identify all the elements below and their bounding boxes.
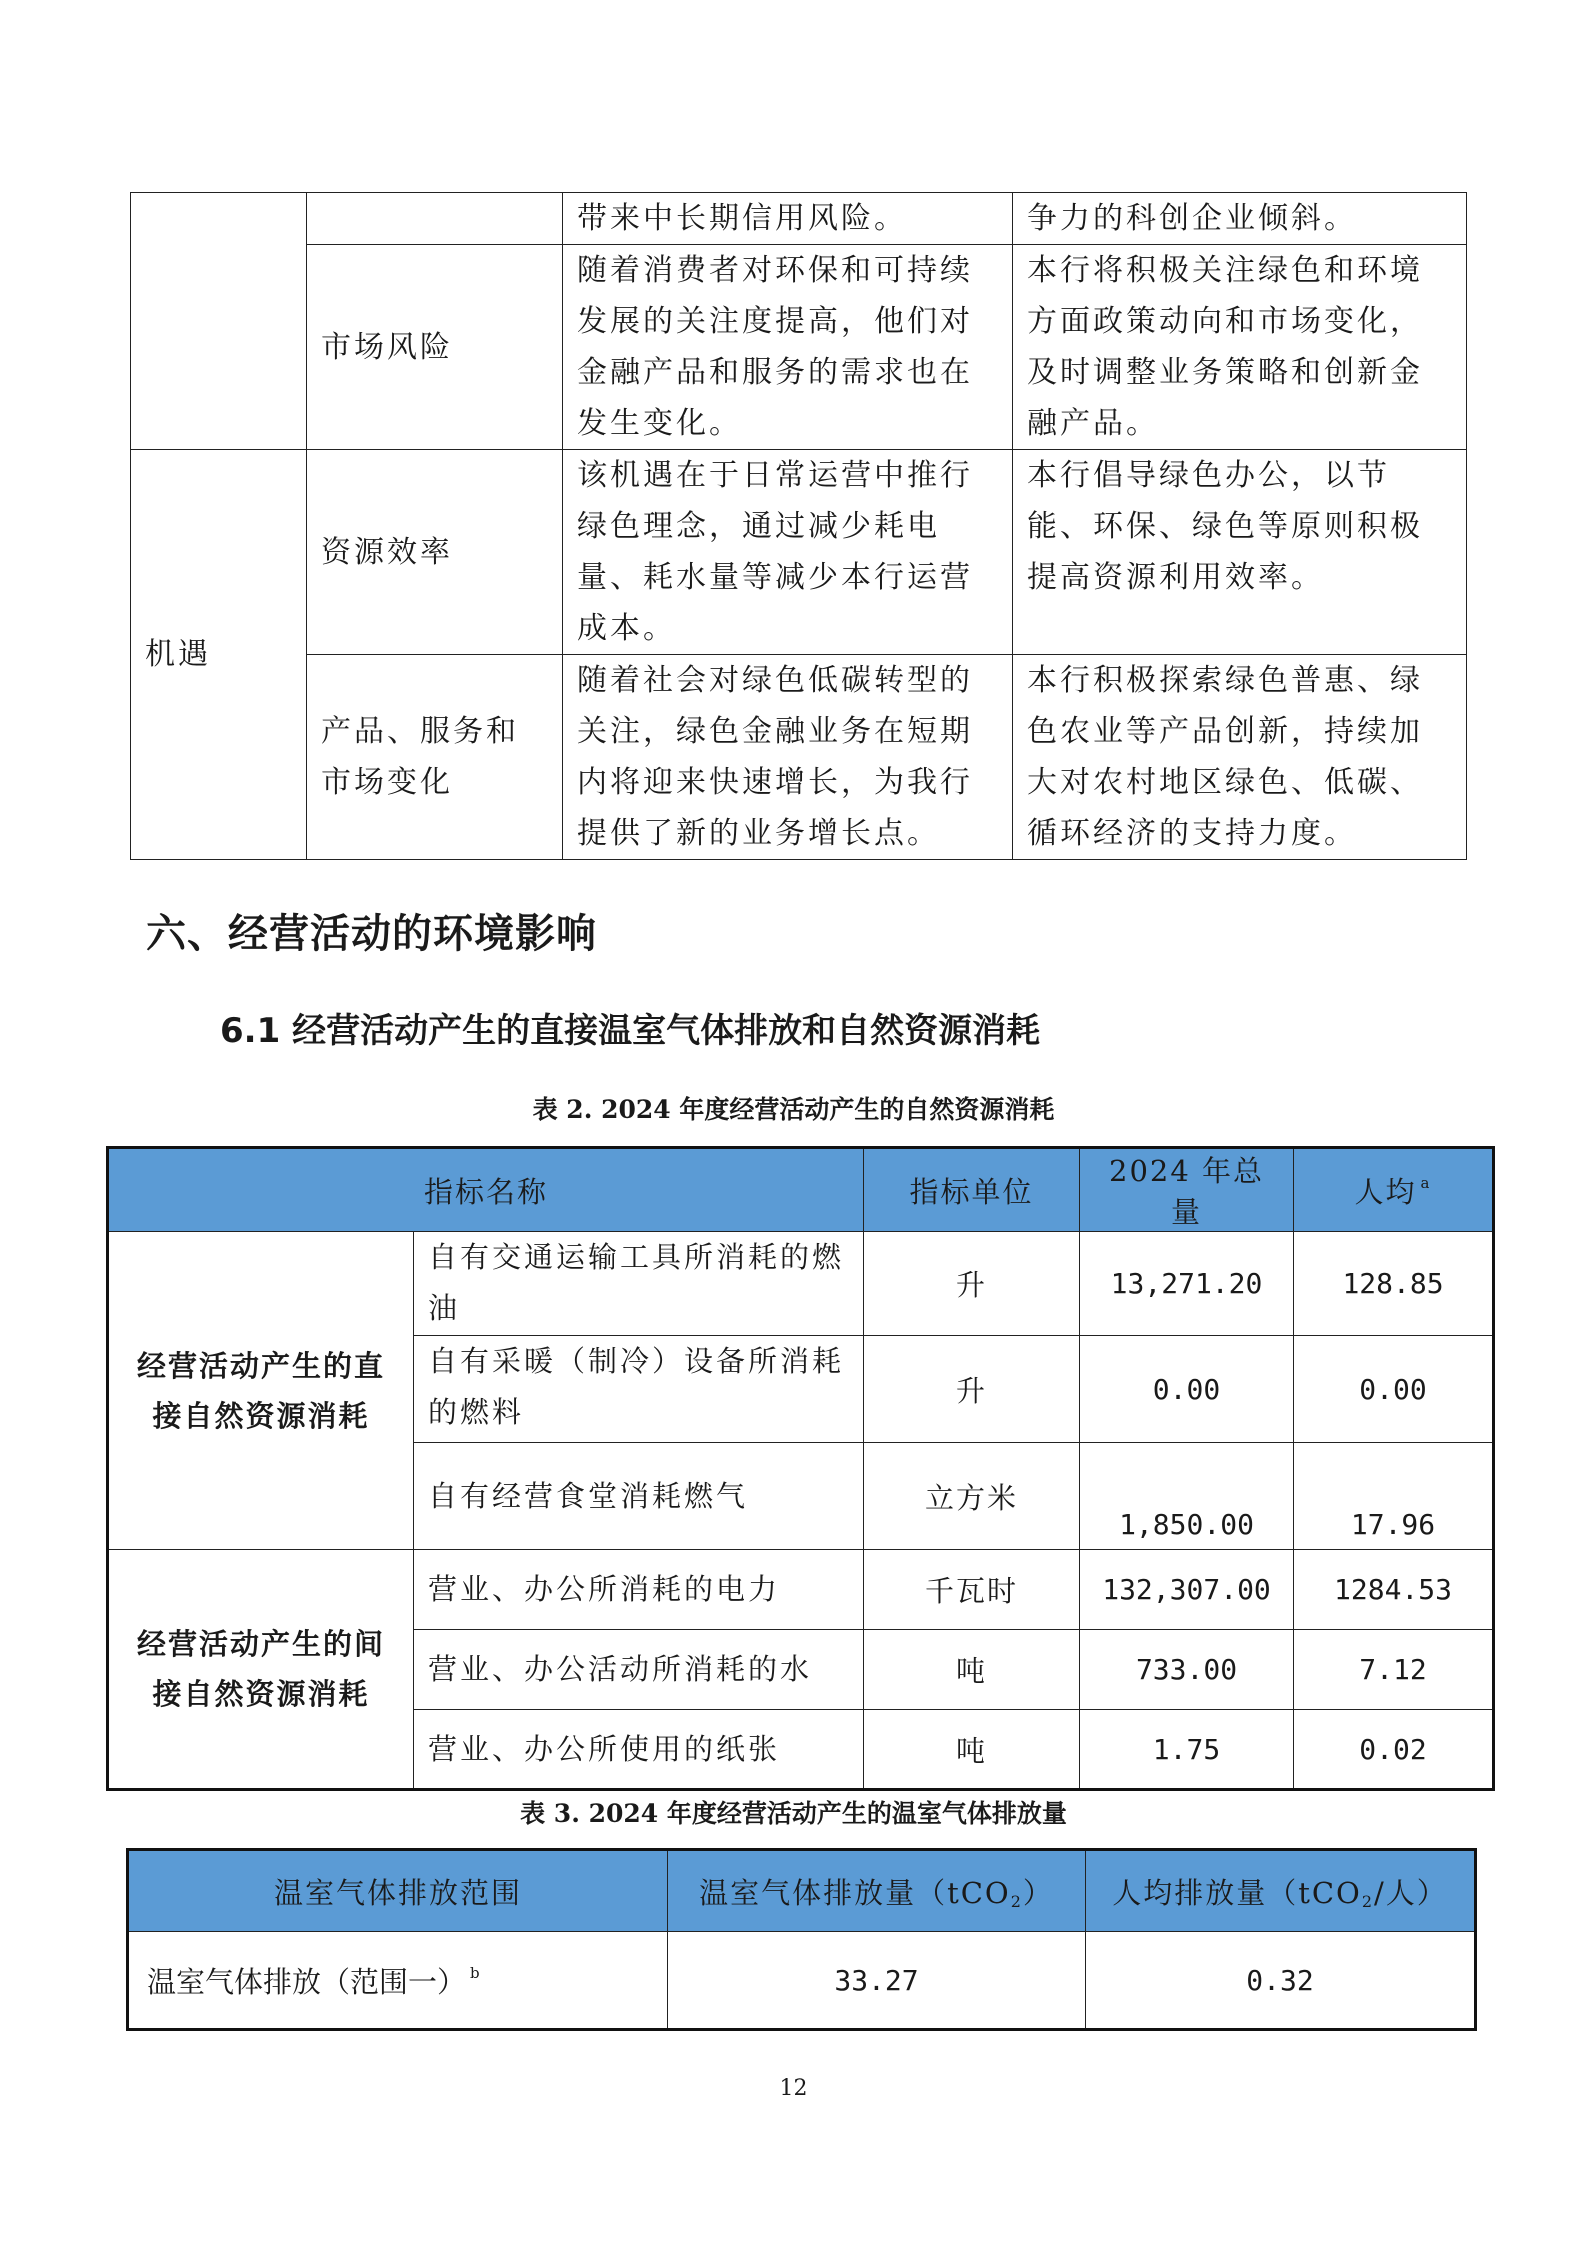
scope-cell bbox=[128, 1932, 668, 2030]
per-capita-emission-cell: 0.32 bbox=[1086, 1932, 1476, 2030]
footnote-marker: b bbox=[470, 1963, 480, 1982]
response-cell: 本行将积极关注绿色和环境方面政策动向和市场变化，及时调整业务策略和创新金融产品。 bbox=[1013, 245, 1467, 450]
unit-cell: 升 bbox=[864, 1336, 1080, 1443]
section-title: 六、经营活动的环境影响 bbox=[146, 911, 597, 957]
table-row bbox=[131, 193, 1467, 245]
table-row bbox=[131, 450, 1467, 655]
table-row bbox=[131, 245, 1467, 450]
item-cell: 自有交通运输工具所消耗的燃油 bbox=[414, 1232, 864, 1336]
table-header-row bbox=[108, 1148, 1494, 1232]
total-cell: 1,850.00 bbox=[1080, 1443, 1294, 1550]
header-indicator-name: 指标名称 bbox=[108, 1148, 864, 1232]
header-scope: 温室气体排放范围 bbox=[128, 1850, 668, 1932]
description-cell: 该机遇在于日常运营中推行绿色理念，通过减少耗电量、耗水量等减少本行运营成本。 bbox=[563, 450, 1013, 655]
item-cell: 营业、办公活动所消耗的水 bbox=[414, 1630, 864, 1710]
subcategory-cell: 资源效率 bbox=[307, 450, 563, 655]
description-cell: 带来中长期信用风险。 bbox=[563, 193, 1013, 245]
emission-cell: 33.27 bbox=[668, 1932, 1086, 2030]
header-per-capita-label: 人均排放量（tCO bbox=[1112, 1875, 1362, 1910]
header-emission-label: 温室气体排放量（tCO bbox=[699, 1875, 1011, 1910]
scope-label: 温室气体排放（范围一） bbox=[147, 1964, 467, 1999]
subsection-title: 6.1 经营活动产生的直接温室气体排放和自然资源消耗 bbox=[220, 1011, 1041, 1051]
unit-cell: 千瓦时 bbox=[864, 1550, 1080, 1630]
unit-cell: 吨 bbox=[864, 1710, 1080, 1790]
ghg-emissions-table bbox=[126, 1848, 1477, 2031]
risk-opportunity-table bbox=[130, 192, 1467, 860]
subcategory-cell: 市场风险 bbox=[307, 245, 563, 450]
total-cell: 13,271.20 bbox=[1080, 1232, 1294, 1336]
response-cell: 本行倡导绿色办公，以节能、环保、绿色等原则积极提高资源利用效率。 bbox=[1013, 450, 1467, 655]
header-per-capita-emission bbox=[1086, 1850, 1476, 1932]
page-number: 12 bbox=[779, 2076, 808, 2101]
header-per-capita-label: 人均 bbox=[1354, 1174, 1417, 1209]
unit-cell: 升 bbox=[864, 1232, 1080, 1336]
subcategory-cell-empty bbox=[307, 193, 563, 245]
unit-cell: 立方米 bbox=[864, 1443, 1080, 1550]
per-capita-cell: 17.96 bbox=[1294, 1443, 1494, 1550]
description-cell: 随着消费者对环保和可持续发展的关注度提高，他们对金融产品和服务的需求也在发生变化。 bbox=[563, 245, 1013, 450]
unit-cell: 吨 bbox=[864, 1630, 1080, 1710]
total-cell: 1.75 bbox=[1080, 1710, 1294, 1790]
group-direct-label: 经营活动产生的直接自然资源消耗 bbox=[108, 1232, 414, 1550]
table-row bbox=[108, 1232, 1494, 1336]
footnote-marker: a bbox=[1420, 1173, 1432, 1192]
header-total: 2024 年总量 bbox=[1080, 1148, 1294, 1232]
total-cell: 132,307.00 bbox=[1080, 1550, 1294, 1630]
per-capita-cell: 128.85 bbox=[1294, 1232, 1494, 1336]
header-emission bbox=[668, 1850, 1086, 1932]
table2-caption: 表 2. 2024 年度经营活动产生的自然资源消耗 bbox=[532, 1095, 1055, 1124]
subcategory-cell: 产品、服务和市场变化 bbox=[307, 655, 563, 860]
subscript: 2 bbox=[1010, 1891, 1023, 1911]
response-cell: 本行积极探索绿色普惠、绿色农业等产品创新，持续加大对农村地区绿色、低碳、循环经济的支持力度。 bbox=[1013, 655, 1467, 860]
per-capita-cell: 1284.53 bbox=[1294, 1550, 1494, 1630]
description-cell: 随着社会对绿色低碳转型的关注，绿色金融业务在短期内将迎来快速增长，为我行提供了新的业务增长点。 bbox=[563, 655, 1013, 860]
item-cell: 营业、办公所使用的纸张 bbox=[414, 1710, 864, 1790]
subscript: 2 bbox=[1361, 1891, 1375, 1911]
table-row bbox=[131, 655, 1467, 860]
category-cell-opportunity: 机遇 bbox=[131, 450, 307, 860]
per-capita-cell: 7.12 bbox=[1294, 1630, 1494, 1710]
item-cell: 营业、办公所消耗的电力 bbox=[414, 1550, 864, 1630]
total-cell: 0.00 bbox=[1080, 1336, 1294, 1443]
table-row bbox=[108, 1550, 1494, 1630]
header-unit: 指标单位 bbox=[864, 1148, 1080, 1232]
total-cell: 733.00 bbox=[1080, 1630, 1294, 1710]
item-cell: 自有经营食堂消耗燃气 bbox=[414, 1443, 864, 1550]
table-header-row bbox=[128, 1850, 1476, 1932]
header-per-capita-suffix: /人） bbox=[1374, 1875, 1448, 1910]
table3-caption: 表 3. 2024 年度经营活动产生的温室气体排放量 bbox=[520, 1799, 1067, 1828]
response-cell: 争力的科创企业倾斜。 bbox=[1013, 193, 1467, 245]
group-indirect-label: 经营活动产生的间接自然资源消耗 bbox=[108, 1550, 414, 1790]
per-capita-cell: 0.02 bbox=[1294, 1710, 1494, 1790]
resource-consumption-table bbox=[106, 1146, 1495, 1791]
per-capita-cell: 0.00 bbox=[1294, 1336, 1494, 1443]
item-cell: 自有采暖（制冷）设备所消耗的燃料 bbox=[414, 1336, 864, 1443]
table-row bbox=[128, 1932, 1476, 2030]
category-cell-empty bbox=[131, 193, 307, 450]
header-emission-suffix: ） bbox=[1022, 1875, 1054, 1910]
header-per-capita bbox=[1294, 1148, 1494, 1232]
